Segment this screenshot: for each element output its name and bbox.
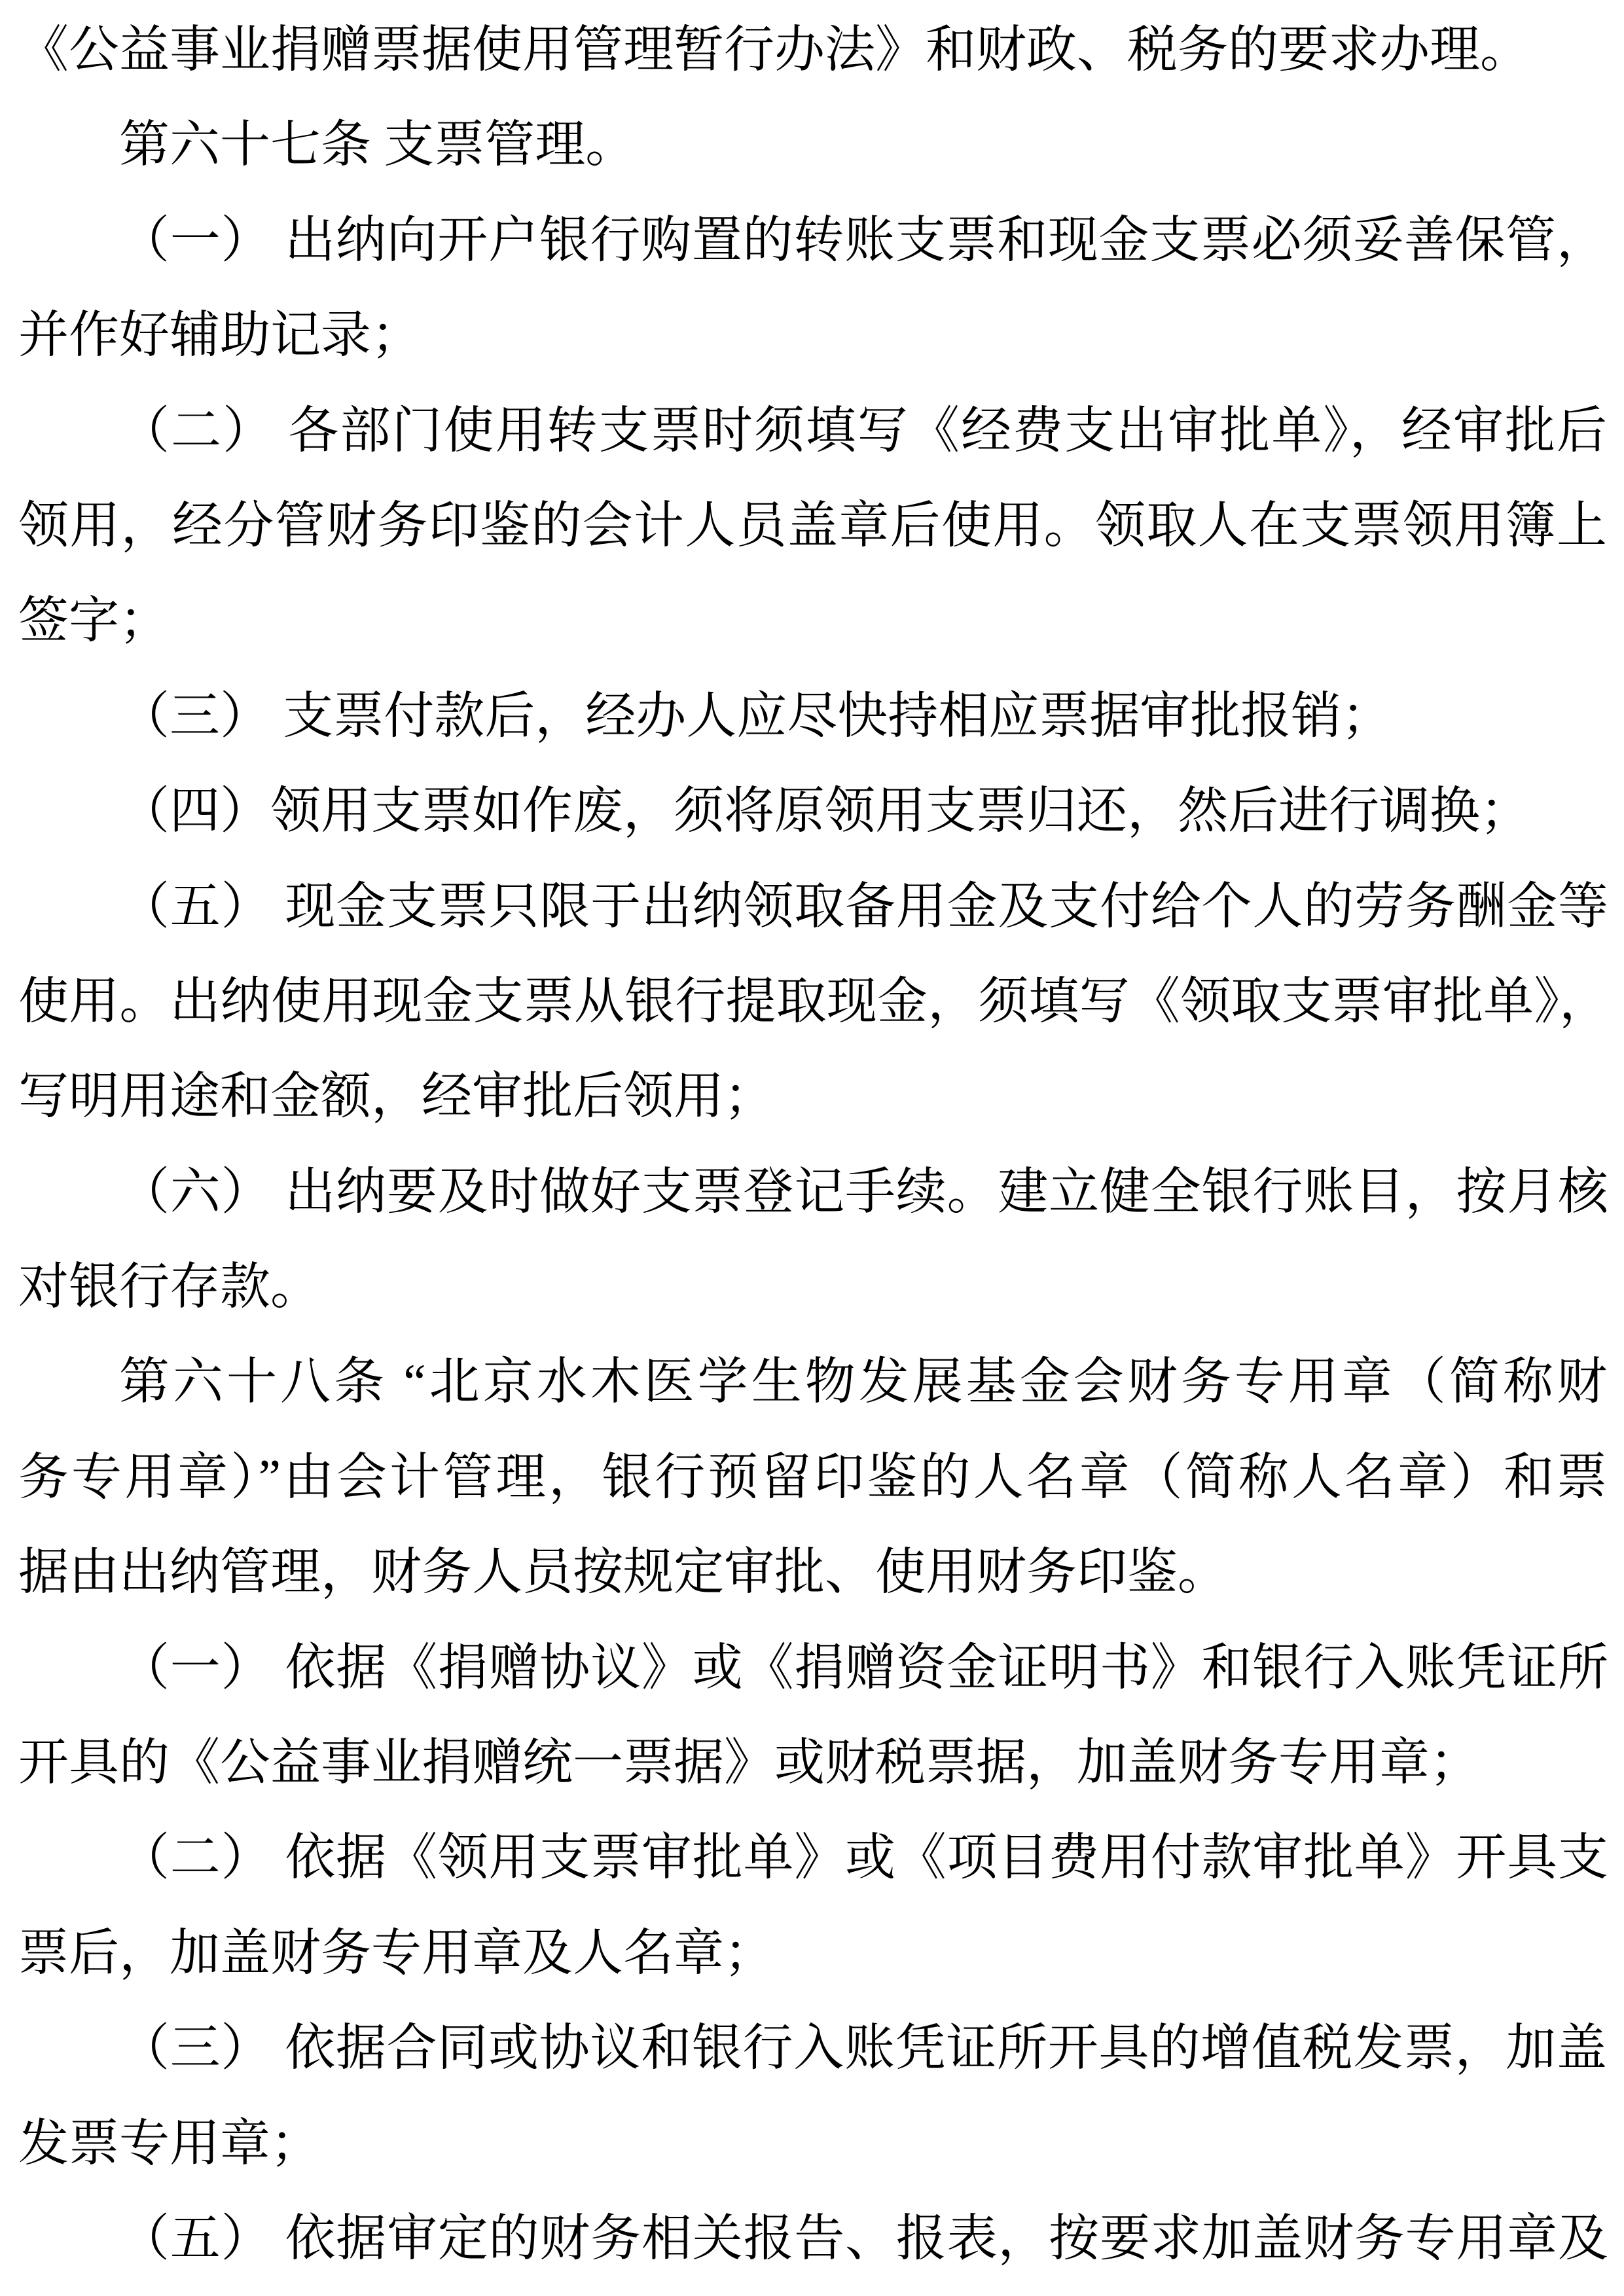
text-line: （四）领用支票如作废，须将原领用支票归还，然后进行调换； xyxy=(119,783,1530,840)
text-line: 并作好辅助记录； xyxy=(18,307,422,364)
text-line: 写明用途和金额，经审批后领用； xyxy=(18,1068,774,1125)
text-line: （五） 依据审定的财务相关报告、报表，按要求加盖财务专用章及 xyxy=(119,2210,1607,2267)
text-line: （三） 依据合同或协议和银行入账凭证所开具的增值税发票，加盖 xyxy=(119,2020,1607,2077)
text-line: 发票专用章； xyxy=(18,2115,321,2172)
text-line: 签字； xyxy=(18,592,170,649)
text-line: （二） 各部门使用转支票时须填写《经费支出审批单》，经审批后 xyxy=(119,402,1607,459)
text-line: 票后，加盖财务专用章及人名章； xyxy=(18,1924,774,1981)
text-line: 开具的《公益事业捐赠统一票据》或财税票据，加盖财务专用章； xyxy=(18,1734,1480,1791)
text-line: （二） 依据《领用支票审批单》或《项目费用付款审批单》开具支 xyxy=(119,1829,1607,1886)
text-line: 第六十七条 支票管理。 xyxy=(119,117,636,173)
text-line: 《公益事业捐赠票据使用管理暂行办法》和财政、税务的要求办理。 xyxy=(18,22,1530,78)
text-line: （三） 支票付款后，经办人应尽快持相应票据审批报销； xyxy=(119,687,1392,744)
text-line: （六） 出纳要及时做好支票登记手续。建立健全银行账目，按月核 xyxy=(119,1163,1607,1220)
text-line: （一） 依据《捐赠协议》或《捐赠资金证明书》和银行入账凭证所 xyxy=(119,1639,1607,1696)
text-line: 领用，经分管财务印鉴的会计人员盖章后使用。领取人在支票领用簿上 xyxy=(18,497,1607,554)
text-line: （五） 现金支票只限于出纳领取备用金及支付给个人的劳务酬金等 xyxy=(119,878,1607,935)
text-line: 据由出纳管理，财务人员按规定审批、使用财务印鉴。 xyxy=(18,1544,1228,1601)
text-line: （一） 出纳向开户银行购置的转账支票和现金支票必须妥善保管， xyxy=(119,211,1607,268)
text-line: 对银行存款。 xyxy=(18,1259,321,1316)
text-line: 第六十八条 “北京水木医学生物发展基金会财务专用章（简称财 xyxy=(119,1354,1607,1410)
text-line: 务专用章）”由会计管理，银行预留印鉴的人名章（简称人名章）和票 xyxy=(18,1448,1607,1505)
text-line: 使用。出纳使用现金支票从银行提取现金，须填写《领取支票审批单》， xyxy=(18,973,1607,1030)
